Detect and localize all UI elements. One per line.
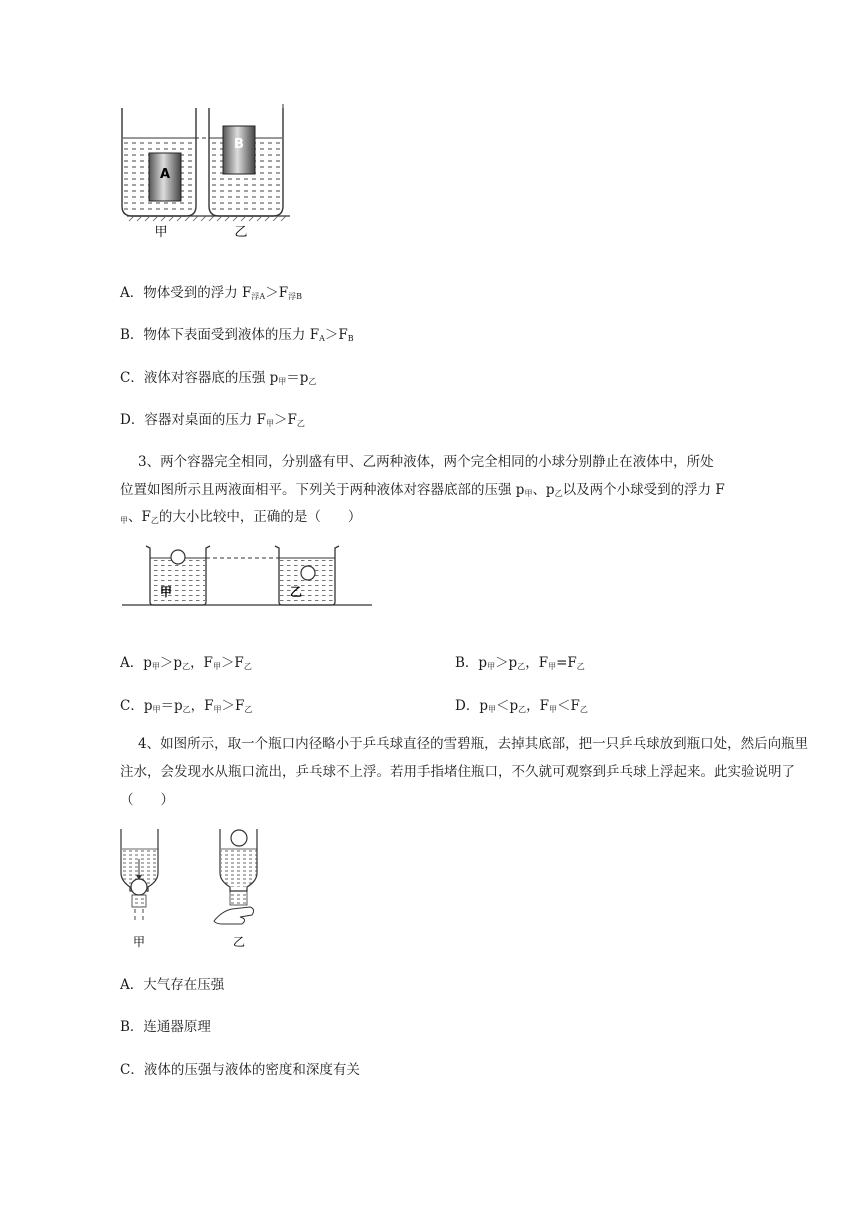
figure-bottles-pingpong [110, 825, 270, 950]
subscript: 乙 [150, 516, 159, 525]
q3-option-text: ，F [525, 655, 549, 671]
q2-option-d-text: D．容器对桌面的压力 F [120, 412, 266, 428]
q3-text: 的大小比较中，正确的是（ ） [158, 509, 362, 525]
q2-option-d-text: ＞F [273, 412, 297, 428]
q3-option-text: ，F [190, 655, 213, 671]
q3-option-text: D．p [455, 698, 488, 714]
q2-option-a-text: A．物体受到的浮力 F [120, 285, 252, 301]
q3-text: 位置如图所示且两液面相平。下列关于两种液体对容器底部的压强 p [120, 482, 525, 498]
hand-icon [214, 907, 254, 924]
q3-option-text: ＞F [220, 655, 244, 671]
q2-option-a[interactable] [120, 281, 302, 302]
q2-option-b[interactable] [120, 323, 354, 343]
q4-option-b[interactable]: B．连通器原理 [120, 1019, 211, 1035]
subscript: 甲 [151, 662, 160, 671]
q3-stem-line3 [120, 505, 361, 526]
q3-option-text: A．p [120, 655, 152, 671]
subscript: 乙 [182, 662, 191, 671]
subscript: 乙 [554, 489, 563, 498]
subscript: B [347, 334, 354, 343]
q3-option-text: B．p [455, 655, 488, 671]
q3-option-c[interactable] [120, 694, 252, 715]
fig3-label-jia: 甲 [132, 935, 146, 949]
subscript: 乙 [296, 419, 305, 428]
subscript: 甲 [487, 662, 496, 671]
q3-option-a[interactable] [120, 651, 252, 672]
subscript: 浮A [251, 292, 266, 301]
pingpong-ball-yi [231, 830, 247, 846]
q3-option-b[interactable] [455, 651, 585, 672]
q3-text: 、F [128, 509, 151, 525]
q3-option-text: ＞F [221, 698, 245, 714]
fig1-label-jia: 甲 [154, 225, 168, 240]
q3-option-text: ＞p [495, 655, 518, 671]
subscript: 甲 [212, 662, 221, 671]
block-b-label: B [234, 137, 244, 152]
q2-option-d[interactable] [120, 408, 305, 429]
subscript: 乙 [579, 705, 588, 714]
q3-option-text: C．p [120, 698, 153, 714]
subscript: 甲 [549, 705, 557, 714]
subscript: 乙 [517, 662, 526, 671]
q3-text: 、p [532, 482, 555, 498]
q3-stem-line1: 3、两个容器完全相同，分别盛有甲、乙两种液体，两个完全相同的小球分别静止在液体中，所处 [138, 454, 714, 470]
q4-option-a[interactable]: A．大气存在压强 [120, 977, 225, 993]
fig2-label-yi: 乙 [290, 585, 303, 599]
figure-beakers-balls [118, 538, 378, 613]
subscript: 甲 [152, 705, 161, 714]
figure-containers-ab [115, 98, 295, 243]
fig2-label-jia: 甲 [160, 585, 173, 599]
subscript: 乙 [518, 705, 527, 714]
ball-jia [171, 550, 185, 564]
q3-option-d[interactable] [455, 694, 588, 715]
pingpong-ball-jia [131, 879, 147, 895]
fig3-label-yi: 乙 [232, 935, 246, 949]
subscript: 甲 [524, 489, 533, 498]
q4-option-c[interactable]: C．液体的压强与液体的密度和深度有关 [120, 1062, 360, 1078]
q4-stem: 4、如图所示，取一个瓶口内径略小于乒乓球直径的雪碧瓶，去掉其底部，把一只乒乓球放到瓶口处，然后向瓶里注水，会发现水从瓶口流出，乒乓球不上浮。若用手指堵住瓶口，不久就可观察到乒乓球上浮起来。此实验说明了（ ） [120, 736, 809, 808]
q3-stem-line2 [120, 478, 725, 499]
subscript: 甲 [278, 377, 287, 386]
q3-option-text: ＞p [159, 655, 183, 671]
subscript: 乙 [244, 705, 253, 714]
q3-option-text: ，F [526, 698, 549, 714]
subscript: 甲 [548, 662, 557, 671]
subscript: 甲 [487, 705, 496, 714]
block-a-label: A [159, 167, 171, 182]
q3-text: 以及两个小球受到的浮力 F [562, 482, 725, 498]
subscript: 甲 [265, 419, 274, 428]
ball-yi [301, 566, 315, 580]
subscript: 乙 [182, 705, 191, 714]
subscript: A [319, 334, 325, 343]
subscript: 甲 [120, 516, 128, 525]
subscript: 甲 [213, 705, 222, 714]
subscript: 乙 [308, 377, 317, 386]
q3-option-text: ，F [190, 698, 214, 714]
q3-option-text: ＜p [495, 698, 519, 714]
q2-option-c-text: ＝p [286, 370, 309, 386]
q2-option-a-text: ＞F [265, 285, 289, 301]
q3-option-text: ＝p [160, 698, 183, 714]
subscript: 乙 [576, 662, 585, 671]
q2-option-c-text: C．液体对容器底的压强 p [120, 370, 279, 386]
q3-option-text: ＜F [557, 698, 580, 714]
q2-option-b-text: B．物体下表面受到液体的压力 F [120, 327, 320, 343]
q2-option-c[interactable] [120, 366, 316, 387]
subscript: 浮B [288, 292, 302, 301]
subscript: 乙 [243, 662, 252, 671]
q2-option-b-text: ＞F [324, 327, 348, 343]
q3-option-text: =F [556, 655, 577, 671]
fig1-label-yi: 乙 [234, 225, 248, 240]
